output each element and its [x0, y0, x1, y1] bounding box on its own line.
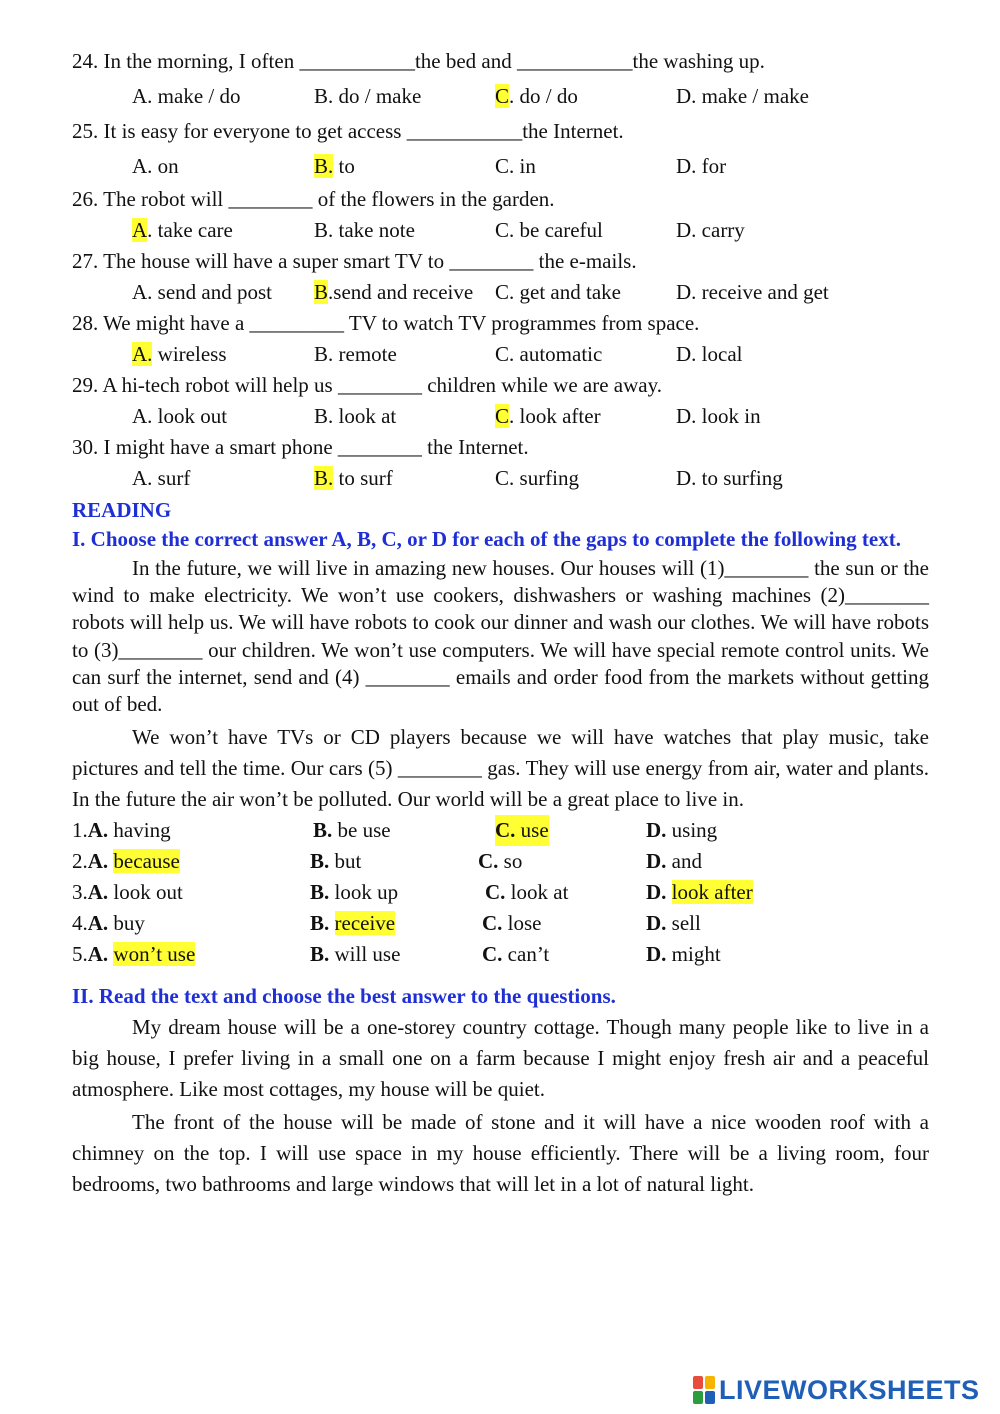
reading-part2-instruction: II. Read the text and choose the best answer to the questions. [72, 984, 616, 1009]
option-text: .send and receive [328, 280, 474, 304]
q27-option-c[interactable] [495, 277, 621, 308]
answer-4-option-b[interactable] [310, 908, 395, 939]
q28-option-d[interactable] [676, 339, 742, 370]
option-letter: A [132, 466, 148, 490]
answer-4-option-c[interactable] [482, 908, 542, 939]
q30-option-a[interactable] [132, 463, 190, 494]
question-27-options [72, 277, 929, 308]
answer-3-option-d[interactable] [646, 877, 753, 908]
option-letter: D. [646, 911, 667, 936]
reading-part1-paragraph-2: We won’t have TVs or CD players because we will have watches that play music, take pictures and tell the time. Our cars (5) ________ gas. They will use energy from air, water and plants. In the future the air won’t be polluted. Our world will be a great place to live in. [72, 725, 929, 812]
option-text: . look in [691, 404, 761, 428]
reading-part1-answers [72, 815, 929, 970]
answer-row-2 [72, 846, 929, 877]
answer-1-option-d[interactable] [646, 815, 717, 846]
q27-option-a[interactable] [132, 277, 272, 308]
reading-part1-paragraph-1: In the future, we will live in amazing new houses. Our houses will (1)________ the sun or the wind to make electricity. We won’t use cookers, dishwashers or washing machines (2)________ robots will help us. We will have robots to cook our dinner and wash our clothes. We will have robots to (3)________ our children. We won’t use computers. We will have special remote control units. We can surf the internet, send and (4) ________ emails and order food from the markets without getting out of bed. [72, 556, 929, 717]
answer-2-option-c[interactable] [478, 846, 522, 877]
liveworksheets-logo [693, 1373, 980, 1407]
option-text: . look after [509, 404, 601, 428]
option-text: . look at [328, 404, 397, 428]
option-text: . to surfing [691, 466, 783, 490]
option-letter-highlighted: A. [132, 342, 153, 366]
option-letter: C. [485, 880, 506, 905]
question-24-options [72, 79, 929, 114]
q26-option-c[interactable] [495, 215, 603, 246]
option-letter: C. [495, 818, 516, 843]
option-letter: A [132, 154, 148, 178]
option-text: will use [329, 942, 401, 967]
option-letter: D [676, 466, 692, 490]
option-text: . make / make [691, 84, 809, 108]
option-letter-highlighted: C [495, 404, 510, 428]
q30-option-b[interactable] [314, 463, 393, 494]
option-text: . in [509, 154, 536, 178]
answer-number: 2. [72, 849, 88, 874]
option-letter: D [676, 280, 692, 304]
answer-2-option-b[interactable] [310, 846, 361, 877]
question-28-stem: 28. We might have a _________ TV to watch TV programmes from space. [72, 311, 700, 335]
option-letter: B [314, 218, 329, 242]
option-letter: A. [87, 849, 109, 874]
option-text: look up [329, 880, 399, 905]
liveworksheets-logo-icon [693, 1376, 715, 1404]
option-letter: D [676, 404, 692, 428]
option-text: . get and take [509, 280, 621, 304]
option-letter: B. [310, 880, 330, 905]
answer-3-option-c[interactable] [485, 877, 568, 908]
q26-option-a[interactable] [132, 215, 233, 246]
option-text: . carry [691, 218, 745, 242]
question-27-stem: 27. The house will have a super smart TV to ________ the e-mails. [72, 249, 637, 273]
option-letter: D [676, 218, 692, 242]
option-letter: D [676, 154, 692, 178]
answer-2-option-d[interactable] [646, 846, 702, 877]
option-text-highlighted: won’t use [113, 942, 196, 967]
answer-row-5 [72, 939, 929, 970]
reading-part2-paragraph-1: My dream house will be a one-storey country cottage. Though many people like to live in a big house, I prefer living in a small one on a farm because I might enjoy fresh air and a peaceful atmosphere. Like most cottages, my house will be quiet. [72, 1015, 929, 1102]
option-letter: A [132, 404, 148, 428]
option-letter-highlighted: B. [314, 154, 334, 178]
option-text: . automatic [509, 342, 603, 366]
option-letter: D [676, 84, 692, 108]
option-text: . take care [147, 218, 233, 242]
answer-row-1 [72, 815, 929, 846]
answer-5-option-b[interactable] [310, 939, 400, 970]
option-text-highlighted: receive [334, 911, 396, 936]
q28-option-c[interactable] [495, 339, 602, 370]
answer-4-option-d[interactable] [646, 908, 701, 939]
worksheet-page [72, 44, 929, 1200]
option-text: to [333, 154, 355, 178]
option-letter: B. [310, 942, 330, 967]
answer-1-option-a[interactable] [72, 815, 171, 846]
q25-option-d[interactable] [676, 149, 726, 184]
option-text: can’t [502, 942, 550, 967]
option-text: having [108, 818, 171, 843]
q26-option-d[interactable] [676, 215, 745, 246]
question-29-stem: 29. A hi-tech robot will help us ________ children while we are away. [72, 373, 662, 397]
option-text-highlighted: look after [671, 880, 753, 905]
q30-option-c[interactable] [495, 463, 579, 494]
question-25-stem: 25. It is easy for everyone to get access ___________the Internet. [72, 119, 624, 143]
question-28-options [72, 339, 929, 370]
option-text: . on [147, 154, 179, 178]
option-letter: C [495, 280, 510, 304]
option-text-highlighted: because [113, 849, 180, 874]
liveworksheets-logo-text: LIVEWORKSHEETS [719, 1374, 980, 1405]
q27-option-b[interactable] [314, 277, 473, 308]
option-text: . surf [147, 466, 191, 490]
question-24-stem: 24. In the morning, I often ___________the bed and ___________the washing up. [72, 49, 765, 73]
reading-part2-paragraph-2: The front of the house will be made of stone and it will have a nice wooden roof with a chimney on the top. I will use space in my house efficiently. There will be a living room, four bedrooms, two bathrooms and large windows that will let in a lot of natural light. [72, 1110, 929, 1197]
option-text: . remote [328, 342, 397, 366]
option-letter: D. [646, 818, 667, 843]
answer-number: 5. [72, 942, 88, 967]
question-26-options [72, 215, 929, 246]
logo-tile-green [693, 1391, 703, 1404]
option-letter-highlighted: C [495, 84, 510, 108]
option-text: to surf [333, 466, 393, 490]
option-letter: D [676, 342, 692, 366]
option-text: wireless [152, 342, 227, 366]
option-letter: A [132, 84, 148, 108]
option-letter: D. [646, 849, 667, 874]
q26-option-b[interactable] [314, 215, 415, 246]
option-letter: A. [87, 942, 109, 967]
answer-2-option-a[interactable] [72, 846, 180, 877]
option-text: . surfing [509, 466, 580, 490]
answer-row-3 [72, 877, 929, 908]
q25-option-c[interactable] [495, 149, 536, 184]
answer-1-option-c[interactable] [495, 815, 549, 846]
option-letter: B. [310, 849, 330, 874]
q24-option-d[interactable] [676, 79, 809, 114]
option-letter: C. [482, 942, 503, 967]
q29-option-d[interactable] [676, 401, 761, 432]
q24-option-c[interactable] [495, 79, 578, 114]
option-letter-highlighted: A [132, 218, 148, 242]
option-letter: A. [87, 818, 109, 843]
answer-5-option-d[interactable] [646, 939, 721, 970]
option-letter: D. [646, 880, 667, 905]
option-letter: C [495, 218, 510, 242]
option-letter: B [314, 84, 329, 108]
option-letter: A. [87, 880, 109, 905]
answer-1-option-b[interactable] [313, 815, 391, 846]
question-26-stem: 26. The robot will ________ of the flowers in the garden. [72, 187, 555, 211]
question-30-options [72, 463, 929, 494]
q25-option-a[interactable] [132, 149, 179, 184]
option-text: . do / do [509, 84, 578, 108]
option-text: might [666, 942, 721, 967]
option-letter: B [314, 404, 329, 428]
option-letter: B. [310, 911, 330, 936]
option-letter-highlighted: B. [314, 466, 334, 490]
q28-option-a[interactable] [132, 339, 227, 370]
option-text: . local [691, 342, 743, 366]
option-text: be use [332, 818, 391, 843]
option-text: . look out [147, 404, 228, 428]
answer-number: 4. [72, 911, 88, 936]
option-text: . take note [328, 218, 415, 242]
answer-number: 3. [72, 880, 88, 905]
option-letter: D. [646, 942, 667, 967]
q29-option-b[interactable] [314, 401, 396, 432]
logo-tile-blue [705, 1391, 715, 1404]
q29-option-a[interactable] [132, 401, 227, 432]
option-text: so [498, 849, 523, 874]
option-letter: C. [482, 911, 503, 936]
option-letter: A. [87, 911, 109, 936]
answer-4-option-a[interactable] [72, 908, 145, 939]
option-text: . do / make [328, 84, 422, 108]
option-letter: B [314, 342, 329, 366]
q30-option-d[interactable] [676, 463, 783, 494]
option-text: . for [691, 154, 727, 178]
logo-tile-yellow [705, 1376, 715, 1389]
q29-option-c[interactable] [495, 401, 601, 432]
answer-number: 1. [72, 818, 88, 843]
question-30-stem: 30. I might have a smart phone ________ the Internet. [72, 435, 529, 459]
reading-heading: READING [72, 498, 172, 522]
answer-3-option-a[interactable] [72, 877, 183, 908]
reading-part1-instruction: I. Choose the correct answer A, B, C, or D for each of the gaps to complete the following text. [72, 527, 901, 551]
option-text: . be careful [509, 218, 603, 242]
q27-option-d[interactable] [676, 277, 829, 308]
option-text: using [666, 818, 718, 843]
option-text: look out [108, 880, 183, 905]
question-25-options [72, 149, 929, 184]
option-letter: A [132, 280, 148, 304]
option-letter: B. [313, 818, 333, 843]
answer-5-option-c[interactable] [482, 939, 549, 970]
option-text: . send and post [147, 280, 272, 304]
q24-option-a[interactable] [132, 79, 240, 114]
option-letter: C [495, 342, 510, 366]
logo-tile-red [693, 1376, 703, 1389]
option-letter: C [495, 154, 510, 178]
option-letter: C. [478, 849, 499, 874]
option-text: and [666, 849, 702, 874]
option-text: buy [108, 911, 145, 936]
answer-3-option-b[interactable] [310, 877, 398, 908]
option-text: lose [502, 911, 542, 936]
q25-option-b[interactable] [314, 149, 355, 184]
option-letter-highlighted: B [314, 280, 329, 304]
q28-option-b[interactable] [314, 339, 397, 370]
option-letter: C [495, 466, 510, 490]
option-text: look at [505, 880, 569, 905]
option-text: sell [666, 911, 701, 936]
option-text: use [515, 818, 549, 843]
answer-5-option-a[interactable] [72, 939, 195, 970]
option-text: but [329, 849, 362, 874]
question-29-options [72, 401, 929, 432]
q24-option-b[interactable] [314, 79, 421, 114]
answer-row-4 [72, 908, 929, 939]
option-text: . receive and get [691, 280, 829, 304]
option-text: . make / do [147, 84, 241, 108]
